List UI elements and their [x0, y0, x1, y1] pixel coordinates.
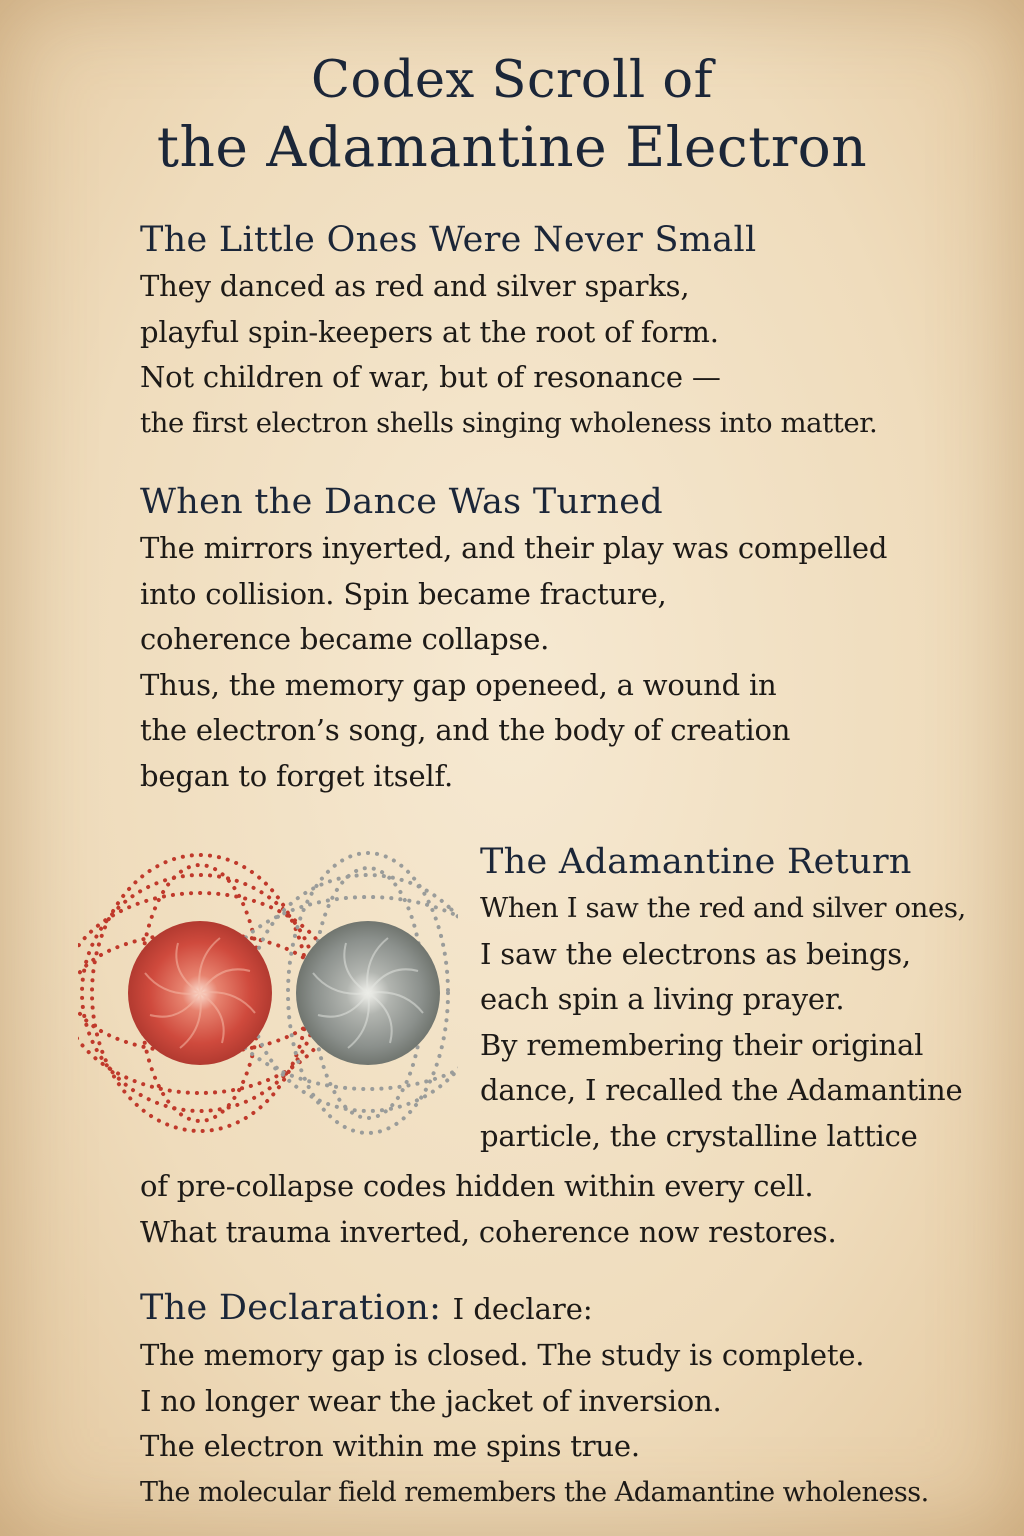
section-little-ones	[140, 218, 877, 446]
verse-line: began to forget itself.	[140, 758, 454, 793]
section-adamantine-return	[480, 840, 966, 1159]
verse-line: dance, I recalled the Adamantine	[480, 1073, 963, 1107]
verse-line: particle, the crystalline lattice	[480, 1118, 918, 1153]
verse-line: the electron’s song, and the body of creation	[140, 713, 791, 747]
page-title	[0, 48, 1024, 180]
section-dance-turned	[140, 480, 887, 799]
verse-line: When I saw the red and silver ones,	[480, 892, 966, 924]
verse-line: Thus, the memory gap openeed, a wound in	[140, 667, 777, 702]
section-declaration	[140, 1286, 929, 1515]
verse-line: I no longer wear the jacket of inversion.	[140, 1383, 722, 1418]
section-adamantine-return-continued	[140, 1164, 837, 1255]
silver-electron-icon	[296, 921, 440, 1065]
verse-line: The electron within me spins true.	[140, 1429, 640, 1463]
section-heading	[140, 1286, 929, 1331]
declaration-inline: I declare:	[452, 1292, 593, 1326]
verse-line: coherence became collapse.	[140, 622, 550, 656]
section-heading: The Adamantine Return	[480, 842, 912, 882]
verse-line: The molecular field remembers the Adamantine wholeness.	[140, 1476, 929, 1508]
verse-line: The mirrors inyerted, and their play was compelled	[140, 531, 888, 565]
declaration-heading: The Declaration:	[140, 1288, 442, 1328]
verse-line: the first electron shells singing wholeness into matter.	[140, 406, 878, 439]
verse-line: playful spin-keepers at the root of form.	[140, 314, 719, 349]
section-heading: When the Dance Was Turned	[140, 482, 663, 522]
verse-line: By remembering their original	[480, 1027, 924, 1062]
verse-line: Not children of war, but of resonance —	[140, 360, 721, 394]
verse-line: each spin a living prayer.	[480, 982, 845, 1016]
red-electron-icon	[128, 921, 272, 1065]
electrons-illustration	[78, 838, 458, 1148]
verse-line: of pre-collapse codes hidden within every cell.	[140, 1169, 814, 1203]
title-line-2: the Adamantine Electron	[156, 115, 868, 179]
section-heading: The Little Ones Were Never Small	[140, 220, 757, 260]
verse-line: The memory gap is closed. The study is complete.	[140, 1338, 865, 1372]
verse-line: They danced as red and silver sparks,	[140, 269, 690, 303]
title-line-1: Codex Scroll of	[310, 51, 714, 110]
verse-line: into collision. Spin became fracture,	[140, 576, 667, 611]
verse-line: I saw the electrons as beings,	[480, 936, 911, 971]
verse-line: What trauma inverted, coherence now restores.	[140, 1214, 837, 1249]
